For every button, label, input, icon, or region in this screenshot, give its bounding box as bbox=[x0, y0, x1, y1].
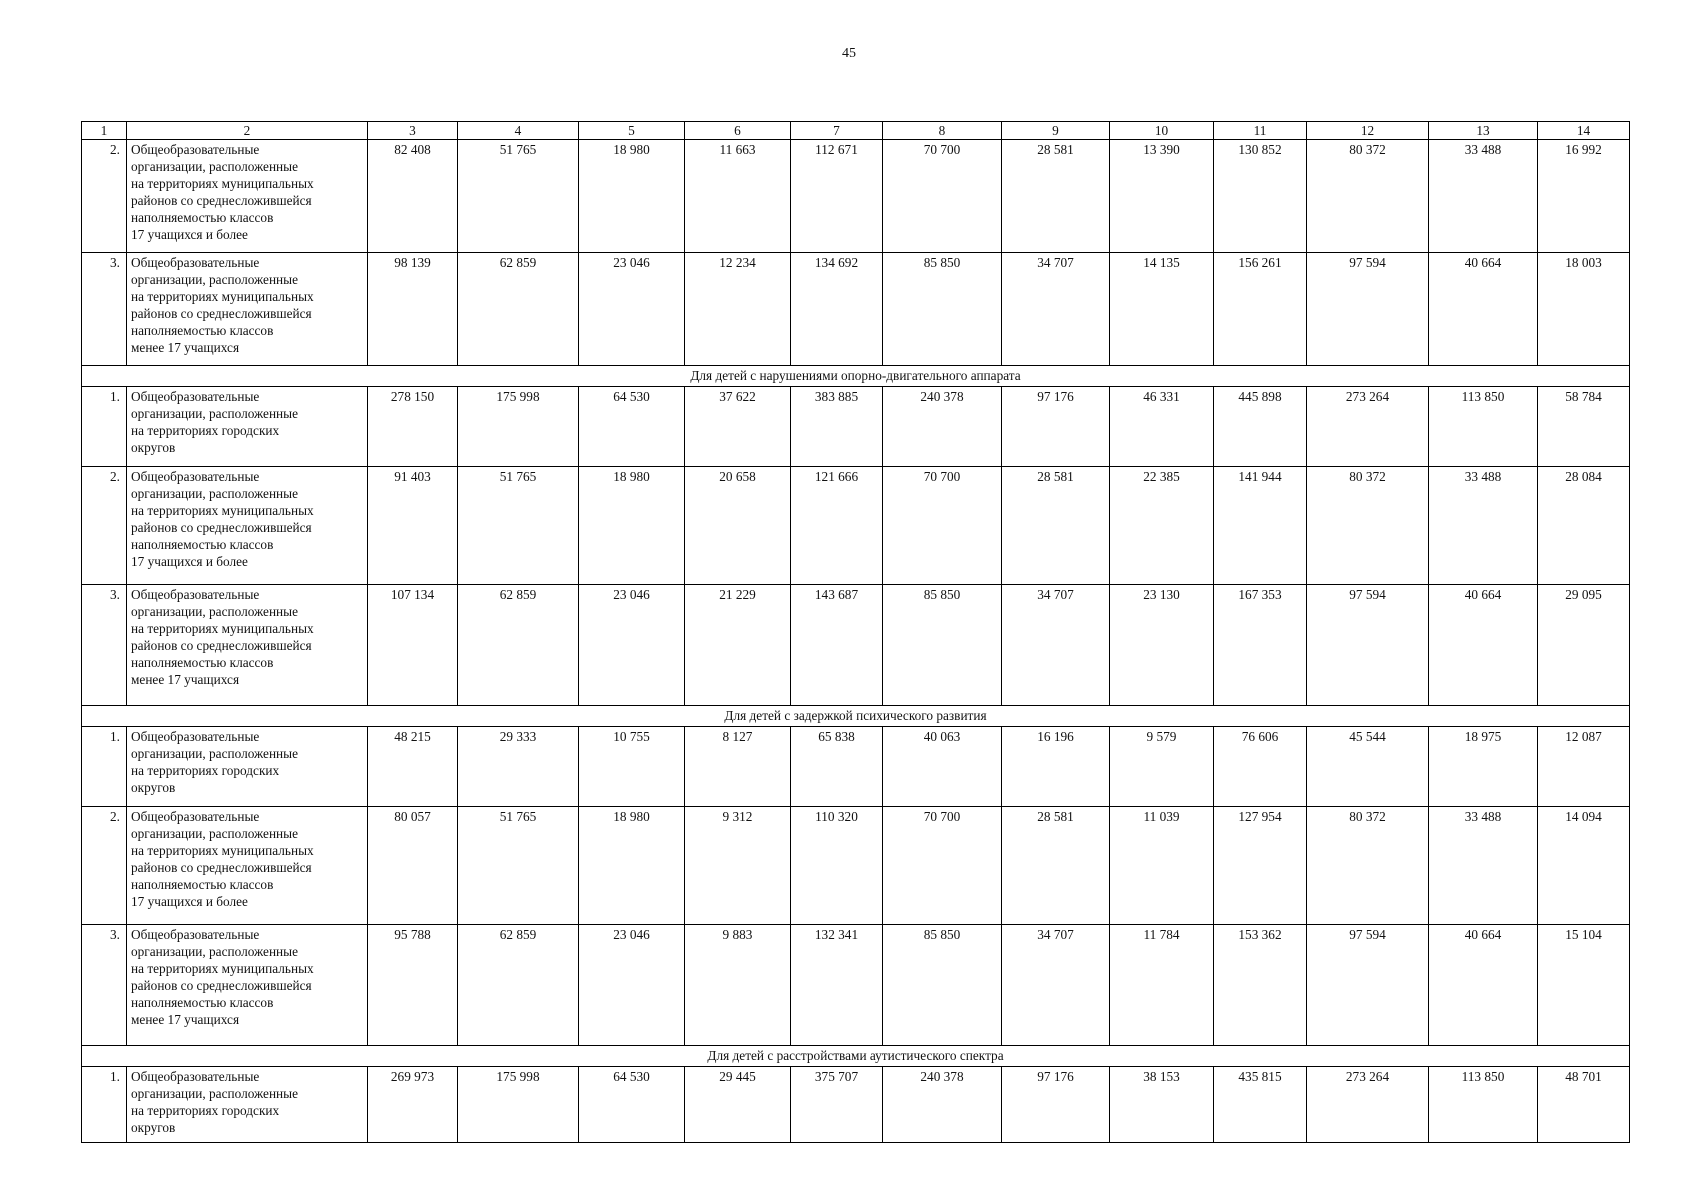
row-number: 2. bbox=[82, 467, 127, 585]
value-cell: 64 530 bbox=[579, 1067, 685, 1143]
table-row bbox=[82, 253, 1630, 366]
value-cell: 45 544 bbox=[1307, 727, 1429, 807]
value-cell: 40 664 bbox=[1429, 585, 1538, 706]
column-number-header: 14 bbox=[1538, 122, 1630, 140]
table-row bbox=[82, 585, 1630, 706]
value-cell: 80 372 bbox=[1307, 807, 1429, 925]
value-cell: 21 229 bbox=[685, 585, 791, 706]
value-cell: 12 234 bbox=[685, 253, 791, 366]
value-cell: 46 331 bbox=[1110, 387, 1214, 467]
value-cell: 18 980 bbox=[579, 140, 685, 253]
value-cell: 107 134 bbox=[368, 585, 458, 706]
value-cell: 23 046 bbox=[579, 925, 685, 1046]
value-cell: 18 980 bbox=[579, 807, 685, 925]
value-cell: 121 666 bbox=[791, 467, 883, 585]
value-cell: 9 312 bbox=[685, 807, 791, 925]
value-cell: 14 135 bbox=[1110, 253, 1214, 366]
row-number: 2. bbox=[82, 807, 127, 925]
value-cell: 48 701 bbox=[1538, 1067, 1630, 1143]
value-cell: 156 261 bbox=[1214, 253, 1307, 366]
value-cell: 269 973 bbox=[368, 1067, 458, 1143]
value-cell: 70 700 bbox=[883, 807, 1002, 925]
value-cell: 240 378 bbox=[883, 1067, 1002, 1143]
value-cell: 40 063 bbox=[883, 727, 1002, 807]
value-cell: 11 663 bbox=[685, 140, 791, 253]
value-cell: 85 850 bbox=[883, 925, 1002, 1046]
value-cell: 28 581 bbox=[1002, 467, 1110, 585]
value-cell: 240 378 bbox=[883, 387, 1002, 467]
value-cell: 51 765 bbox=[458, 467, 579, 585]
value-cell: 11 784 bbox=[1110, 925, 1214, 1046]
column-number-header: 1 bbox=[82, 122, 127, 140]
table-row bbox=[82, 1067, 1630, 1143]
table-row bbox=[82, 727, 1630, 807]
value-cell: 130 852 bbox=[1214, 140, 1307, 253]
section-row bbox=[82, 366, 1630, 387]
column-number-header: 11 bbox=[1214, 122, 1307, 140]
row-number: 1. bbox=[82, 1067, 127, 1143]
data-table bbox=[81, 121, 1630, 1143]
value-cell: 175 998 bbox=[458, 1067, 579, 1143]
value-cell: 80 372 bbox=[1307, 140, 1429, 253]
value-cell: 16 196 bbox=[1002, 727, 1110, 807]
value-cell: 28 084 bbox=[1538, 467, 1630, 585]
column-number-header: 5 bbox=[579, 122, 685, 140]
header-row bbox=[82, 122, 1630, 140]
value-cell: 134 692 bbox=[791, 253, 883, 366]
value-cell: 29 445 bbox=[685, 1067, 791, 1143]
column-number-header: 10 bbox=[1110, 122, 1214, 140]
value-cell: 70 700 bbox=[883, 467, 1002, 585]
value-cell: 34 707 bbox=[1002, 585, 1110, 706]
section-row bbox=[82, 706, 1630, 727]
value-cell: 33 488 bbox=[1429, 807, 1538, 925]
value-cell: 10 755 bbox=[579, 727, 685, 807]
column-number-header: 7 bbox=[791, 122, 883, 140]
value-cell: 97 594 bbox=[1307, 925, 1429, 1046]
column-number-header: 9 bbox=[1002, 122, 1110, 140]
value-cell: 110 320 bbox=[791, 807, 883, 925]
value-cell: 91 403 bbox=[368, 467, 458, 585]
value-cell: 435 815 bbox=[1214, 1067, 1307, 1143]
value-cell: 97 176 bbox=[1002, 387, 1110, 467]
value-cell: 76 606 bbox=[1214, 727, 1307, 807]
value-cell: 20 658 bbox=[685, 467, 791, 585]
row-number: 3. bbox=[82, 585, 127, 706]
value-cell: 29 333 bbox=[458, 727, 579, 807]
column-number-header: 4 bbox=[458, 122, 579, 140]
value-cell: 64 530 bbox=[579, 387, 685, 467]
value-cell: 80 057 bbox=[368, 807, 458, 925]
value-cell: 40 664 bbox=[1429, 925, 1538, 1046]
value-cell: 97 594 bbox=[1307, 585, 1429, 706]
column-number-header: 12 bbox=[1307, 122, 1429, 140]
section-row bbox=[82, 1046, 1630, 1067]
value-cell: 9 883 bbox=[685, 925, 791, 1046]
value-cell: 85 850 bbox=[883, 253, 1002, 366]
value-cell: 29 095 bbox=[1538, 585, 1630, 706]
value-cell: 34 707 bbox=[1002, 925, 1110, 1046]
value-cell: 18 003 bbox=[1538, 253, 1630, 366]
value-cell: 113 850 bbox=[1429, 387, 1538, 467]
value-cell: 85 850 bbox=[883, 585, 1002, 706]
section-title: Для детей с задержкой психического развития bbox=[82, 706, 1630, 727]
value-cell: 445 898 bbox=[1214, 387, 1307, 467]
value-cell: 13 390 bbox=[1110, 140, 1214, 253]
table-row bbox=[82, 807, 1630, 925]
section-title: Для детей с расстройствами аутистического спектра bbox=[82, 1046, 1630, 1067]
value-cell: 143 687 bbox=[791, 585, 883, 706]
value-cell: 14 094 bbox=[1538, 807, 1630, 925]
value-cell: 16 992 bbox=[1538, 140, 1630, 253]
value-cell: 38 153 bbox=[1110, 1067, 1214, 1143]
value-cell: 97 594 bbox=[1307, 253, 1429, 366]
organization-type: Общеобразовательные организации, расположенные на территориях городских округов bbox=[127, 727, 368, 807]
value-cell: 167 353 bbox=[1214, 585, 1307, 706]
value-cell: 51 765 bbox=[458, 140, 579, 253]
organization-type: Общеобразовательные организации, расположенные на территориях муниципальных районов со среднесложившейся наполняемостью классов 17 учащихся и более bbox=[127, 467, 368, 585]
table-row bbox=[82, 387, 1630, 467]
organization-type: Общеобразовательные организации, расположенные на территориях городских округов bbox=[127, 1067, 368, 1143]
value-cell: 15 104 bbox=[1538, 925, 1630, 1046]
table-row bbox=[82, 925, 1630, 1046]
value-cell: 11 039 bbox=[1110, 807, 1214, 925]
organization-type: Общеобразовательные организации, расположенные на территориях муниципальных районов со среднесложившейся наполняемостью классов менее 17 учащихся bbox=[127, 585, 368, 706]
value-cell: 62 859 bbox=[458, 253, 579, 366]
value-cell: 80 372 bbox=[1307, 467, 1429, 585]
value-cell: 97 176 bbox=[1002, 1067, 1110, 1143]
value-cell: 273 264 bbox=[1307, 387, 1429, 467]
column-number-header: 13 bbox=[1429, 122, 1538, 140]
organization-type: Общеобразовательные организации, расположенные на территориях муниципальных районов со среднесложившейся наполняемостью классов 17 учащихся и более bbox=[127, 807, 368, 925]
value-cell: 58 784 bbox=[1538, 387, 1630, 467]
value-cell: 23 046 bbox=[579, 253, 685, 366]
value-cell: 127 954 bbox=[1214, 807, 1307, 925]
value-cell: 9 579 bbox=[1110, 727, 1214, 807]
value-cell: 34 707 bbox=[1002, 253, 1110, 366]
value-cell: 48 215 bbox=[368, 727, 458, 807]
row-number: 1. bbox=[82, 727, 127, 807]
column-number-header: 6 bbox=[685, 122, 791, 140]
column-number-header: 2 bbox=[127, 122, 368, 140]
value-cell: 82 408 bbox=[368, 140, 458, 253]
value-cell: 113 850 bbox=[1429, 1067, 1538, 1143]
value-cell: 33 488 bbox=[1429, 467, 1538, 585]
value-cell: 132 341 bbox=[791, 925, 883, 1046]
value-cell: 28 581 bbox=[1002, 807, 1110, 925]
column-number-header: 8 bbox=[883, 122, 1002, 140]
value-cell: 62 859 bbox=[458, 925, 579, 1046]
value-cell: 33 488 bbox=[1429, 140, 1538, 253]
row-number: 3. bbox=[82, 925, 127, 1046]
row-number: 3. bbox=[82, 253, 127, 366]
column-number-header: 3 bbox=[368, 122, 458, 140]
value-cell: 8 127 bbox=[685, 727, 791, 807]
section-title: Для детей с нарушениями опорно-двигательного аппарата bbox=[82, 366, 1630, 387]
value-cell: 383 885 bbox=[791, 387, 883, 467]
value-cell: 37 622 bbox=[685, 387, 791, 467]
value-cell: 278 150 bbox=[368, 387, 458, 467]
value-cell: 273 264 bbox=[1307, 1067, 1429, 1143]
value-cell: 175 998 bbox=[458, 387, 579, 467]
table-row bbox=[82, 140, 1630, 253]
value-cell: 12 087 bbox=[1538, 727, 1630, 807]
value-cell: 70 700 bbox=[883, 140, 1002, 253]
page-number: 45 bbox=[842, 46, 856, 61]
value-cell: 40 664 bbox=[1429, 253, 1538, 366]
value-cell: 62 859 bbox=[458, 585, 579, 706]
row-number: 1. bbox=[82, 387, 127, 467]
value-cell: 18 980 bbox=[579, 467, 685, 585]
value-cell: 51 765 bbox=[458, 807, 579, 925]
organization-type: Общеобразовательные организации, расположенные на территориях муниципальных районов со среднесложившейся наполняемостью классов менее 17 учащихся bbox=[127, 925, 368, 1046]
value-cell: 23 046 bbox=[579, 585, 685, 706]
value-cell: 141 944 bbox=[1214, 467, 1307, 585]
organization-type: Общеобразовательные организации, расположенные на территориях муниципальных районов со среднесложившейся наполняемостью классов менее 17 учащихся bbox=[127, 253, 368, 366]
value-cell: 153 362 bbox=[1214, 925, 1307, 1046]
table-row bbox=[82, 467, 1630, 585]
organization-type: Общеобразовательные организации, расположенные на территориях муниципальных районов со среднесложившейся наполняемостью классов 17 учащихся и более bbox=[127, 140, 368, 253]
value-cell: 28 581 bbox=[1002, 140, 1110, 253]
value-cell: 65 838 bbox=[791, 727, 883, 807]
value-cell: 112 671 bbox=[791, 140, 883, 253]
value-cell: 22 385 bbox=[1110, 467, 1214, 585]
value-cell: 95 788 bbox=[368, 925, 458, 1046]
value-cell: 23 130 bbox=[1110, 585, 1214, 706]
value-cell: 375 707 bbox=[791, 1067, 883, 1143]
value-cell: 98 139 bbox=[368, 253, 458, 366]
value-cell: 18 975 bbox=[1429, 727, 1538, 807]
row-number: 2. bbox=[82, 140, 127, 253]
organization-type: Общеобразовательные организации, расположенные на территориях городских округов bbox=[127, 387, 368, 467]
